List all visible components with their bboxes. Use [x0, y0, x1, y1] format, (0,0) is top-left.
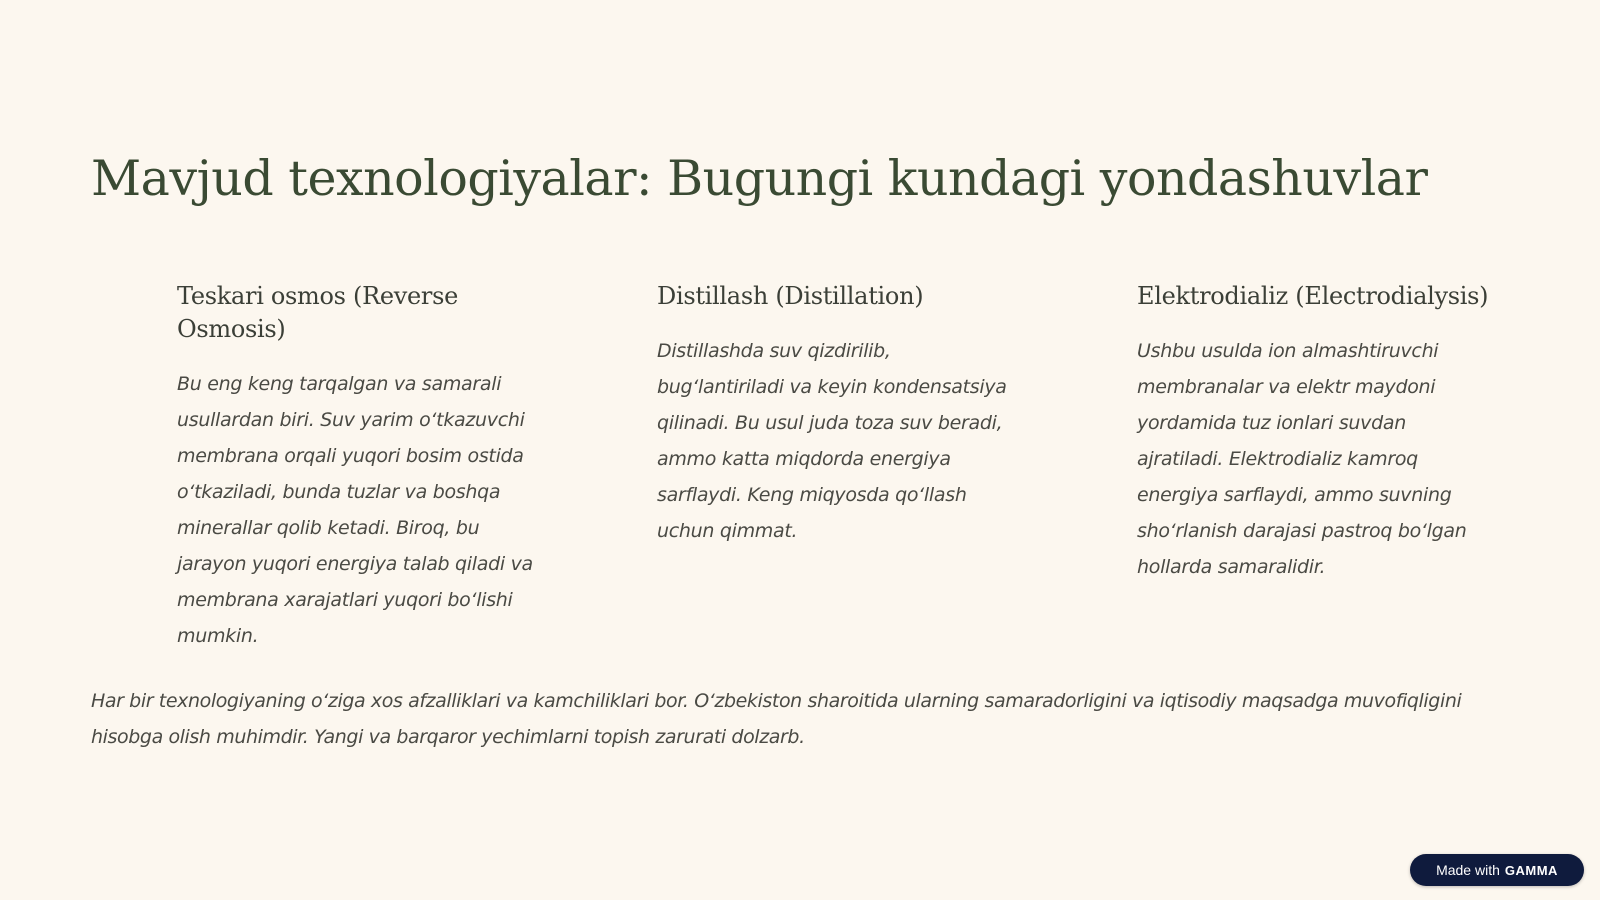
badge-prefix: Made with [1436, 862, 1500, 878]
column-electrodialysis [1137, 280, 1497, 654]
column-heading: Elektrodializ (Electrodialysis) [1137, 282, 1489, 310]
column-body: Ushbu usulda ion almashtiruvchi membranalar va elektr maydoni yordamida tuz ionlari suvdan ajratiladi. Elektrodializ kamroq energiya sarflaydi, ammo suvning sho‘rlanish darajasi pastroq bo‘lgan hollarda samaralidir. [1137, 340, 1467, 578]
column-heading: Distillash (Distillation) [657, 282, 924, 310]
column-distillation [657, 280, 1017, 654]
column-reverse-osmosis [177, 280, 537, 654]
column-heading: Teskari osmos (Reverse Osmosis) [177, 282, 459, 343]
column-body: Distillashda suv qizdirilib, bug‘lantiriladi va keyin kondensatsiya qilinadi. Bu usul juda toza suv beradi, ammo katta miqdorda energiya sarflaydi. Keng miqyosda qo‘llash uchun qimmat. [657, 340, 1007, 542]
column-body: Bu eng keng tarqalgan va samarali usullardan biri. Suv yarim o‘tkazuvchi membrana orqali yuqori bosim ostida o‘tkaziladi, bunda tuzlar va boshqa minerallar qolib ketadi. Biroq, bu jarayon yuqori energiya talab qiladi va membrana xarajatlari yuqori bo‘lishi mumkin. [177, 373, 533, 647]
made-with-gamma-badge[interactable] [1410, 854, 1584, 886]
technology-columns [177, 280, 1517, 654]
gamma-logo: GAMMA [1504, 862, 1558, 878]
slide-title: Mavjud texnologiyalar: Bugungi kundagi yondashuvlar [91, 150, 1428, 207]
summary-text: Har bir texnologiyaning o‘ziga xos afzalliklari va kamchiliklari bor. O‘zbekiston sharoitida ularning samaradorligini va iqtisodiy maqsadga muvofiqligini hisobga olish muhimdir. Yangi va barqaror yechimlarni topish zarurati dolzarb. [91, 690, 1462, 748]
